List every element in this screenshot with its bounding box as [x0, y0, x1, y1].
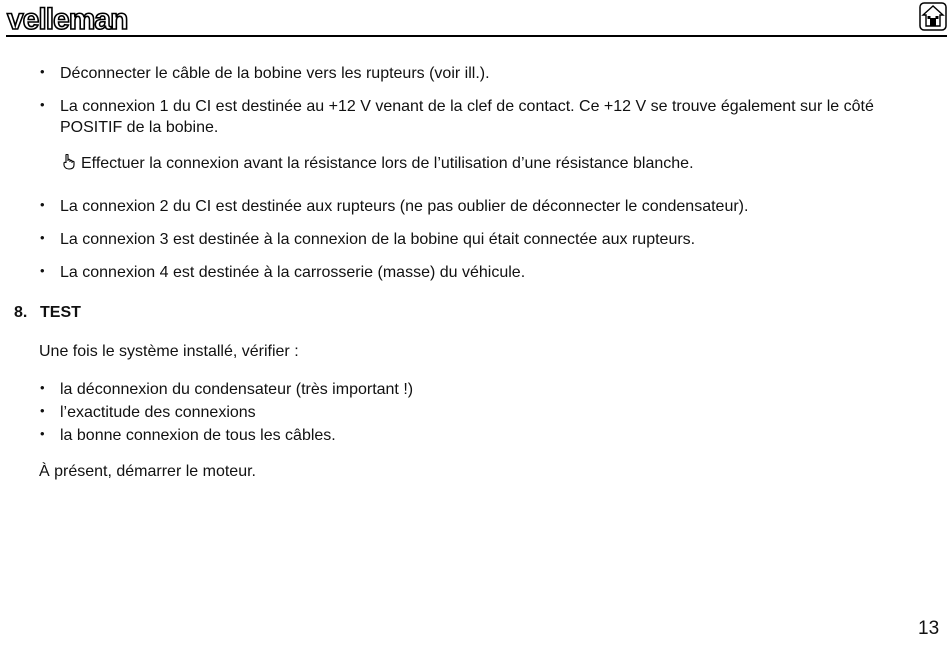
pointing-hand-icon: [62, 154, 76, 170]
bullet: •: [40, 97, 45, 112]
list-item: [40, 96, 930, 138]
list-item: [40, 262, 930, 283]
list-item-text: la bonne connexion de tous les câbles.: [60, 427, 336, 444]
header-rule: [6, 35, 947, 37]
bullet: •: [40, 403, 45, 418]
section-number: 8.: [14, 304, 28, 321]
list-item: [40, 229, 930, 250]
home-icon[interactable]: [919, 2, 947, 31]
list-item-text: l’exactitude des connexions: [60, 404, 256, 421]
list-item-text: La connexion 3 est destinée à la connexion de la bobine qui était connectée aux rupteurs.: [60, 231, 696, 248]
page-header: [0, 0, 950, 40]
list-item-text: La connexion 2 du CI est destinée aux rupteurs (ne pas oublier de déconnecter le condensateur).: [60, 198, 749, 215]
list-item: [40, 379, 930, 400]
bullet: •: [40, 263, 45, 278]
list-item-text: Déconnecter le câble de la bobine vers les rupteurs (voir ill.).: [60, 65, 490, 82]
list-item-text: La connexion 1 du CI est destinée au +12 V venant de la clef de contact. Ce +12 V se trouve également sur le côté POSITIF de la bobine.: [60, 98, 874, 136]
note-text: Effectuer la connexion avant la résistance lors de l’utilisation d’une résistance blanche.: [81, 155, 694, 172]
section-heading: [14, 302, 81, 323]
note: [62, 153, 694, 174]
list-item-text: La connexion 4 est destinée à la carrosserie (masse) du véhicule.: [60, 264, 526, 281]
bullet: •: [40, 64, 45, 79]
svg-text:velleman: velleman: [7, 4, 128, 34]
bullet: •: [40, 426, 45, 441]
closing-text: À présent, démarrer le moteur.: [39, 463, 256, 480]
list-item: [40, 63, 930, 84]
list-item: [40, 196, 930, 217]
section-title: TEST: [40, 304, 81, 321]
bullet: •: [40, 230, 45, 245]
velleman-logo: [6, 4, 146, 34]
list-item: [40, 402, 930, 423]
list-item: [40, 425, 930, 446]
section-intro: Une fois le système installé, vérifier :: [39, 343, 299, 360]
list-item-text: la déconnexion du condensateur (très important !): [60, 381, 414, 398]
bullet: •: [40, 197, 45, 212]
bullet: •: [40, 380, 45, 395]
page-number: 13: [918, 618, 940, 639]
